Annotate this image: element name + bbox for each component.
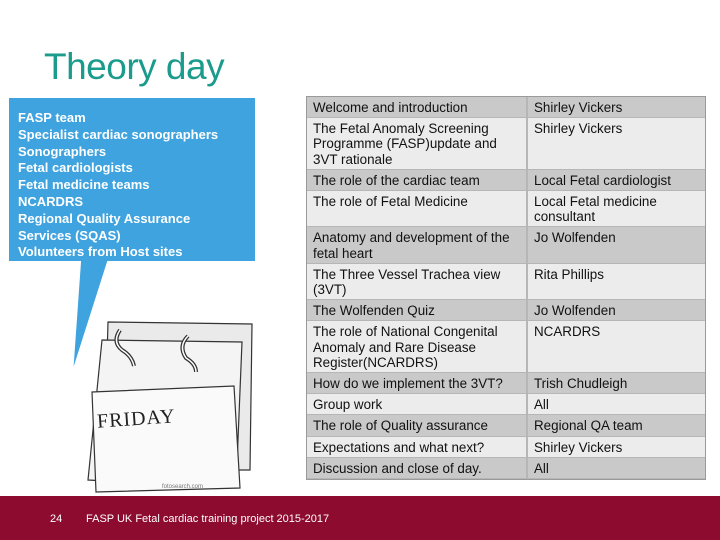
speaker-cell: Shirley Vickers: [528, 97, 705, 118]
topic-cell: How do we implement the 3VT?: [307, 373, 528, 394]
topic-cell: Welcome and introduction: [307, 97, 528, 118]
page-number: 24: [50, 513, 63, 525]
speaker-cell: Jo Wolfenden: [528, 300, 705, 321]
callout-list: [18, 110, 258, 261]
topic-cell: Discussion and close of day.: [307, 458, 528, 479]
topic-cell: The Three Vessel Trachea view (3VT): [307, 264, 528, 300]
speaker-cell: Regional QA team: [528, 415, 705, 436]
table-row: [307, 300, 705, 321]
table-row: [307, 321, 705, 373]
table-row: [307, 97, 705, 118]
speaker-cell: Shirley Vickers: [528, 437, 705, 458]
callout-line: FASP team: [18, 110, 86, 125]
image-credit: fotosearch.com: [162, 484, 204, 490]
table-row: [307, 170, 705, 191]
topic-cell: The role of the cardiac team: [307, 170, 528, 191]
topic-cell: Expectations and what next?: [307, 437, 528, 458]
topic-cell: The role of Fetal Medicine: [307, 191, 528, 227]
callout-line: Fetal cardiologists: [18, 160, 133, 176]
table-row: [307, 191, 705, 227]
speaker-cell: Trish Chudleigh: [528, 373, 705, 394]
topic-cell: The role of National Congenital Anomaly and Rare Disease Register(NCARDRS): [307, 321, 528, 373]
callout-line: Regional Quality Assurance: [18, 210, 191, 226]
speaker-cell: Shirley Vickers: [528, 118, 705, 170]
table-row: [307, 394, 705, 415]
topic-cell: The role of Quality assurance: [307, 415, 528, 436]
calendar-day-label: FRIDAY: [96, 405, 177, 433]
speaker-cell: NCARDRS: [528, 321, 705, 373]
speaker-cell: Rita Phillips: [528, 264, 705, 300]
table-row: [307, 437, 705, 458]
table-row: [307, 227, 705, 263]
topic-cell: The Fetal Anomaly Screening Programme (FASP)update and 3VT rationale: [307, 118, 528, 170]
speaker-cell: Jo Wolfenden: [528, 227, 705, 263]
table-row: [307, 415, 705, 436]
callout-line: Services (SQAS): [18, 227, 121, 243]
footer-text: FASP UK Fetal cardiac training project 2015-2017: [86, 513, 330, 525]
speaker-cell: All: [528, 458, 705, 479]
callout-line: Volunteers from Host sites: [18, 244, 183, 260]
speaker-cell: Local Fetal medicine consultant: [528, 191, 705, 227]
callout-line: Fetal medicine teams: [18, 177, 150, 193]
topic-cell: The Wolfenden Quiz: [307, 300, 528, 321]
table-row: [307, 458, 705, 479]
footer-bar: [0, 496, 720, 540]
speaker-cell: Local Fetal cardiologist: [528, 170, 705, 191]
table-row: [307, 118, 705, 170]
topic-cell: Group work: [307, 394, 528, 415]
callout-line: NCARDRS: [18, 193, 83, 209]
slide-title: Theory day: [44, 46, 225, 87]
table-row: [307, 373, 705, 394]
table-row: [307, 264, 705, 300]
topic-cell: Anatomy and development of the fetal heart: [307, 227, 528, 263]
callout-line: Sonographers: [18, 143, 107, 159]
speaker-cell: All: [528, 394, 705, 415]
agenda-table: [306, 96, 706, 480]
callout-line: Specialist cardiac sonographers: [18, 126, 219, 142]
